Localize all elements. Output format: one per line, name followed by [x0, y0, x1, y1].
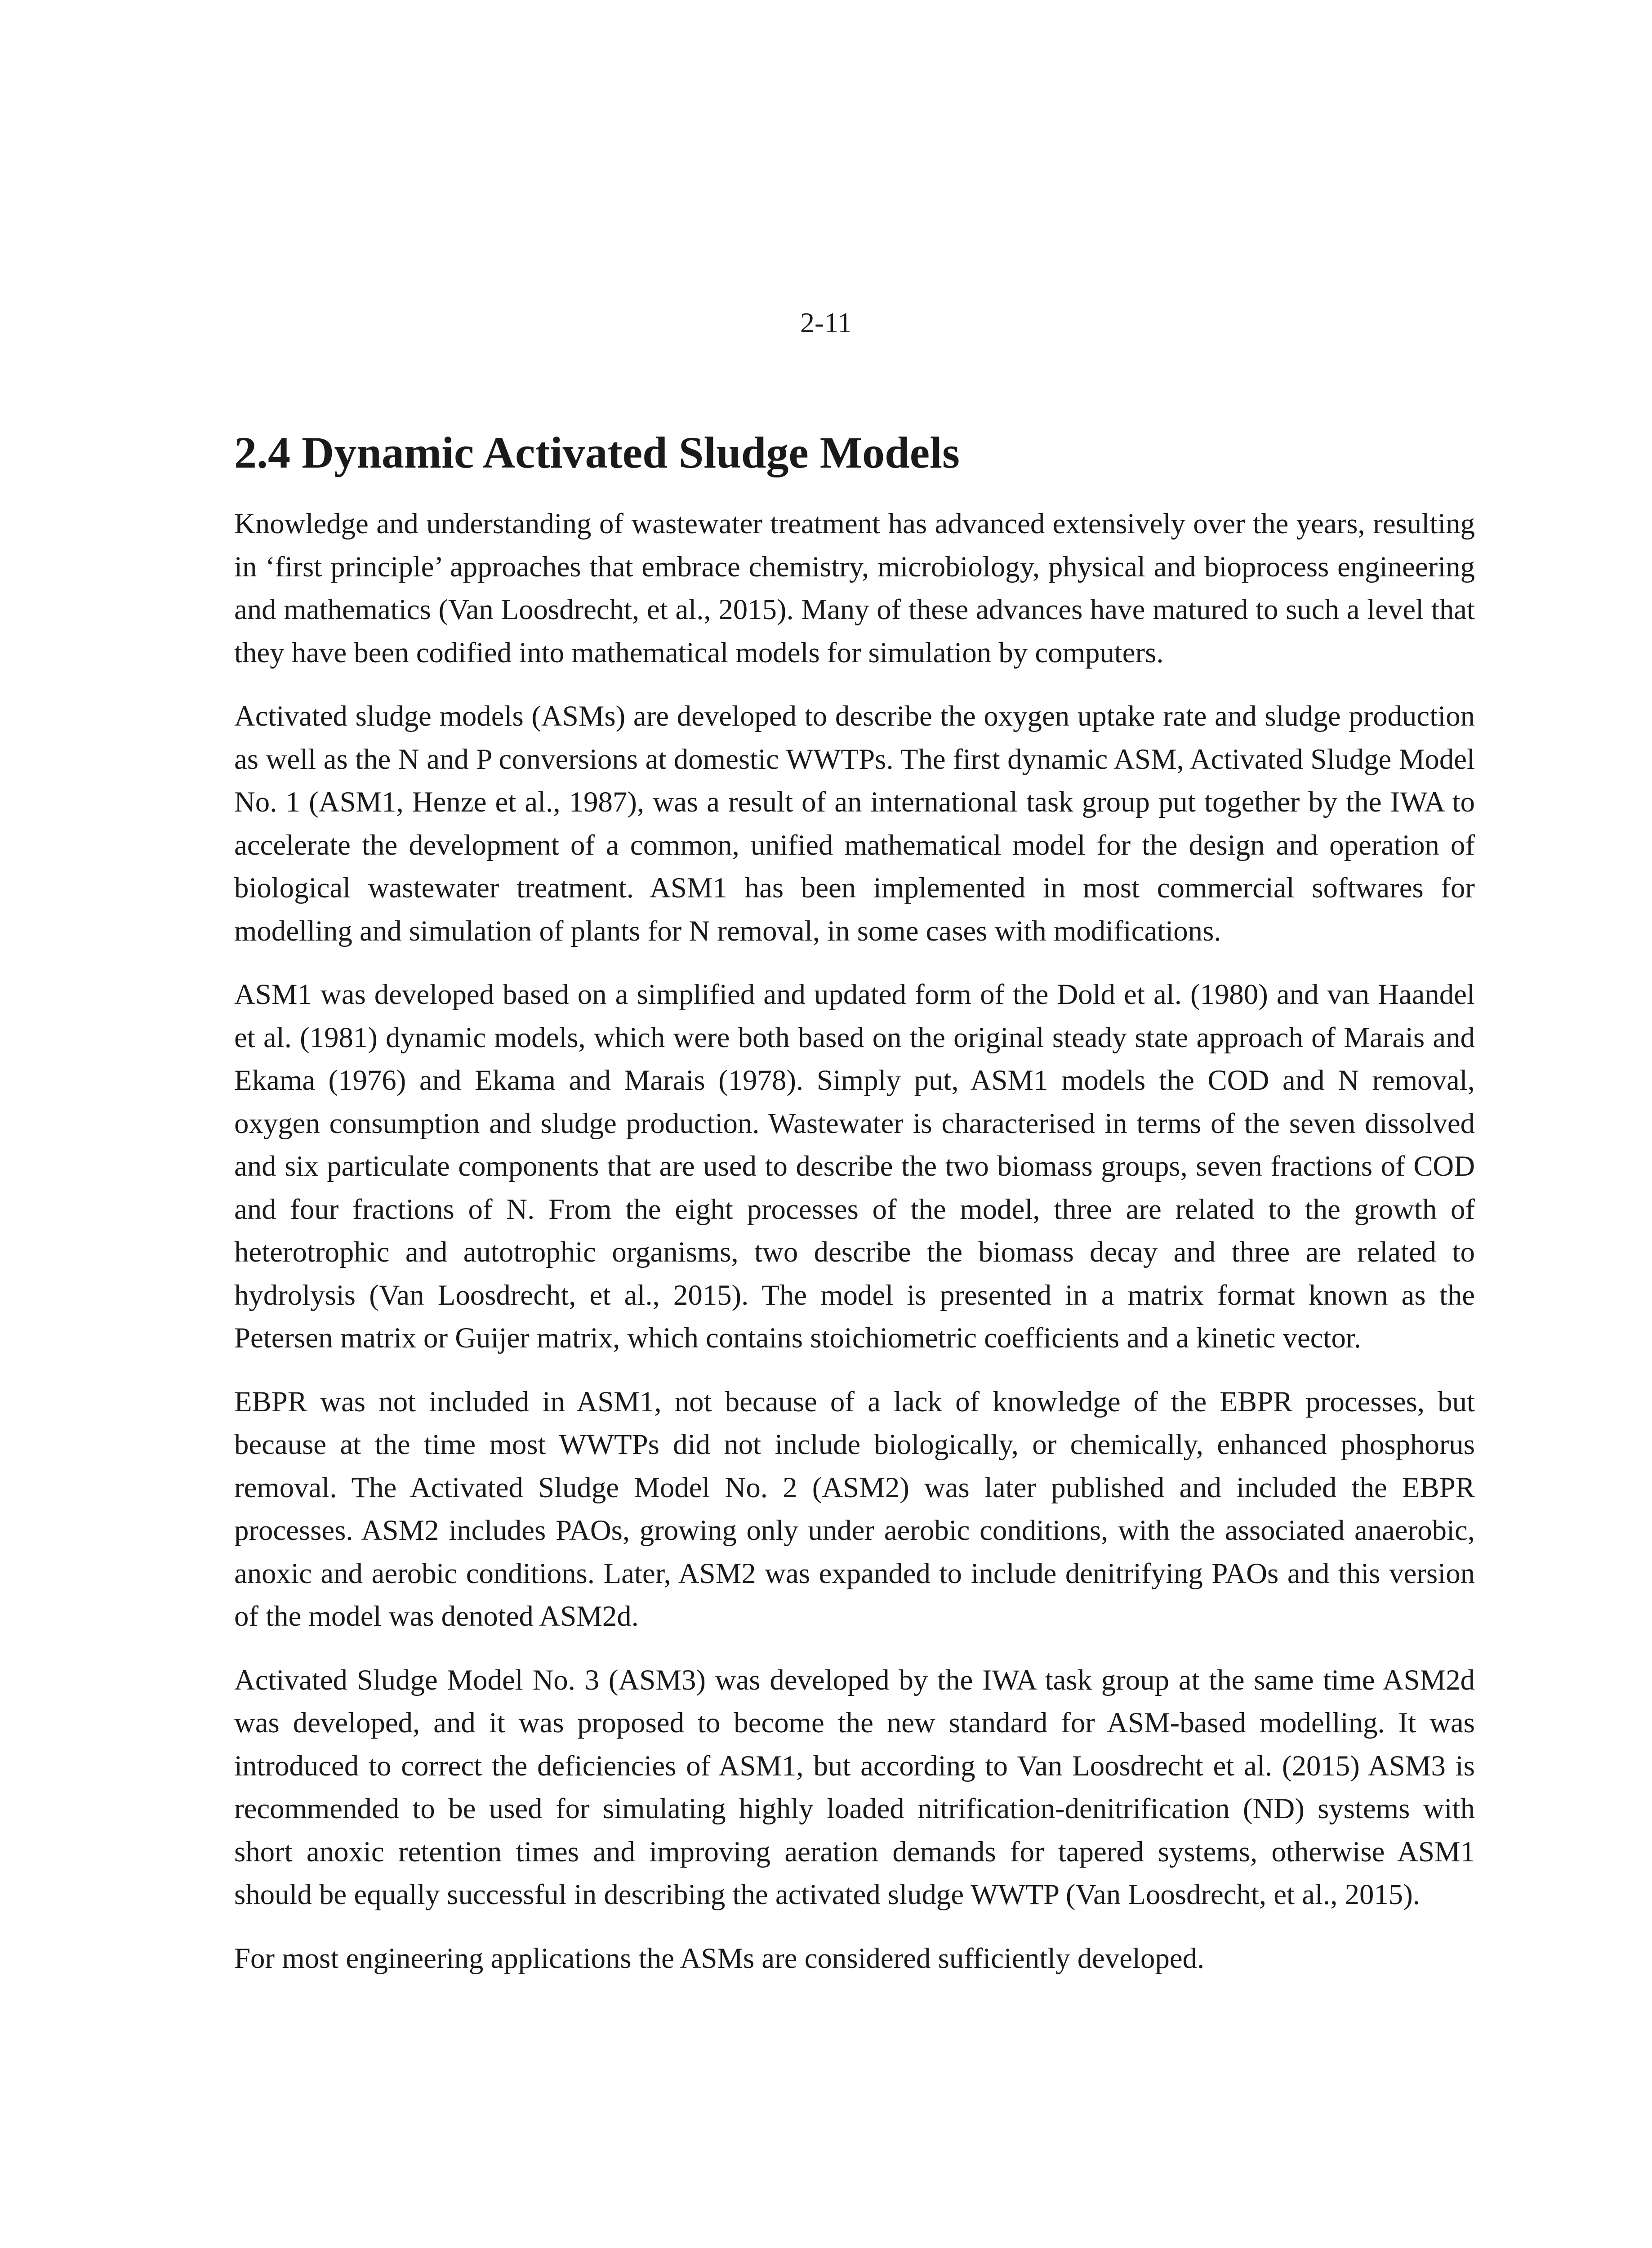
body-text — [234, 503, 1475, 1980]
paragraph-conclusion: For most engineering applications the ASMs are considered sufficiently developed. — [234, 1942, 1205, 1975]
section-heading: 2.4 Dynamic Activated Sludge Models — [234, 428, 960, 477]
paragraph-asm3: Activated Sludge Model No. 3 (ASM3) was developed by the IWA task group at the same time ASM2d was developed, and it was proposed to become the new standard for ASM-based modelling. It was introduced to correct the deficiencies of ASM1, but according to Van Loosdrecht et al. (2015) ASM3 is recommended to be used for simulating highly loaded nitrification-denitrification (ND) systems with short anoxic retention times and improving aeration demands for tapered systems, otherwise ASM1 should be equally successful in describing the activated sludge WWTP (Van Loosdrecht, et al., 2015). — [234, 1664, 1475, 1911]
paragraph-asm1: ASM1 was developed based on a simplified and updated form of the Dold et al. (1980) and van Haandel et al. (1981) dynamic models, which were both based on the original steady state approach of Marais and Ekama (1976) and Ekama and Marais (1978). Simply put, ASM1 models the COD and N removal, oxygen consumption and sludge production. Wastewater is characterised in terms of the seven dissolved and six particulate components that are used to describe the two biomass groups, seven fractions of COD and four fractions of N. From the eight processes of the model, three are related to the growth of heterotrophic and autotrophic organisms, two describe the biomass decay and three are related to hydrolysis (Van Loosdrecht, et al., 2015). The model is presented in a matrix format known as the Petersen matrix or Guijer matrix, which contains stoichiometric coefficients and a kinetic vector. — [234, 978, 1475, 1354]
page-number: 2-11 — [800, 307, 852, 339]
paragraph-intro: Knowledge and understanding of wastewater treatment has advanced extensively over the years, resulting in ‘first principle’ approaches that embrace chemistry, microbiology, physical and bioprocess engineering and mathematics (Van Loosdrecht, et al., 2015). Many of these advances have matured to such a level that they have been codified into mathematical models for simulation by computers. — [234, 508, 1475, 669]
paragraph-asm2: EBPR was not included in ASM1, not because of a lack of knowledge of the EBPR processes, but because at the time most WWTPs did not include biologically, or chemically, enhanced phosphorus removal. The Activated Sludge Model No. 2 (ASM2) was later published and included the EBPR processes. ASM2 includes PAOs, growing only under aerobic conditions, with the associated anaerobic, anoxic and aerobic conditions. Later, ASM2 was expanded to include denitrifying PAOs and this version of the model was denoted ASM2d. — [234, 1385, 1475, 1632]
paragraph-asm-overview: Activated sludge models (ASMs) are developed to describe the oxygen uptake rate and sludge production as well as the N and P conversions at domestic WWTPs. The first dynamic ASM, Activated Sludge Model No. 1 (ASM1, Henze et al., 1987), was a result of an international task group put together by the IWA to accelerate the development of a common, unified mathematical model for the design and operation of biological wastewater treatment. ASM1 has been implemented in most commercial softwares for modelling and simulation of plants for N removal, in some cases with modifications. — [234, 700, 1475, 947]
